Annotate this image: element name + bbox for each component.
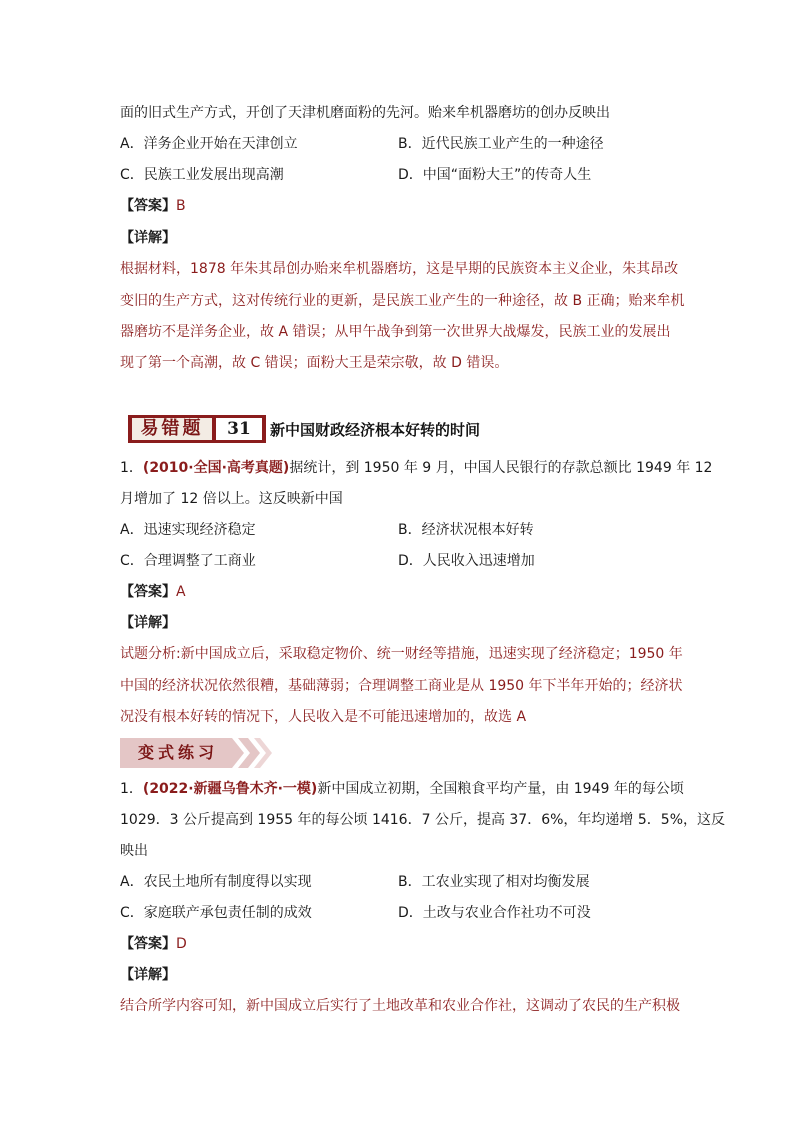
explanation-line: 根据材料，1878 年朱其昂创办贻来牟机器磨坊，这是早期的民族资本主义企业，朱其昂改	[120, 261, 679, 277]
explanation-line: 变旧的生产方式，这对传统行业的更新，是民族工业产生的一种途径，故 B 正确；贻来牟机	[120, 293, 685, 309]
question-source: (2022·新疆乌鲁木齐·一模)	[142, 781, 318, 797]
explanation-line: 试题分析:新中国成立后，采取稳定物价、统一财经等措施，迅速实现了经济稳定；1950 年	[120, 646, 683, 662]
explanation-line: 器磨坊不是洋务企业，故 A 错误；从甲午战争到第一次世界大战爆发，民族工业的发展出	[120, 324, 671, 340]
option-b: B．近代民族工业产生的一种途径	[398, 136, 604, 152]
question-stem-line2: 1029．3 公斤提高到 1955 年的每公顷 1416．7 公斤，提高 37．6%，年均递增 5．5%，这反	[120, 812, 725, 828]
practice-banner	[120, 738, 272, 768]
answer-label: 【答案】	[120, 584, 176, 600]
answer-value: B	[176, 198, 186, 214]
question-number: 1．	[120, 460, 143, 476]
question-stem-line3: 映出	[120, 843, 148, 859]
question-stem	[120, 458, 713, 478]
answer-row	[120, 582, 186, 602]
answer-value: D	[176, 936, 187, 952]
detail-label: 【详解】	[120, 230, 176, 246]
question-stem-tail: 面的旧式生产方式，开创了天津机磨面粉的先河。贻来牟机器磨坊的创办反映出	[120, 105, 610, 121]
question-stem-line2: 月增加了 12 倍以上。这反映新中国	[120, 491, 343, 507]
answer-value: A	[176, 584, 186, 600]
option-d: D．中国“面粉大王”的传奇人生	[398, 167, 592, 183]
question-number: 1．	[120, 781, 143, 797]
detail-label: 【详解】	[120, 615, 176, 631]
answer-label: 【答案】	[120, 936, 176, 952]
option-a: A．农民土地所有制度得以实现	[120, 874, 312, 890]
option-a: A．洋务企业开始在天津创立	[120, 136, 298, 152]
option-d: D．人民收入迅速增加	[398, 553, 535, 569]
explanation-line: 现了第一个高潮，故 C 错误；面粉大王是荣宗敬，故 D 错误。	[120, 355, 509, 371]
option-b: B．工农业实现了相对均衡发展	[398, 874, 590, 890]
explanation-line: 况没有根本好转的情况下，人民收入是不可能迅速增加的，故选 A	[120, 709, 527, 725]
banner-box	[128, 415, 266, 443]
option-b: B．经济状况根本好转	[398, 522, 534, 538]
question-stem	[120, 779, 684, 799]
question-text: 新中国成立初期，全国粮食平均产量，由 1949 年的每公顷	[317, 781, 684, 797]
banner-title: 新中国财政经济根本好转的时间	[270, 420, 481, 439]
practice-label: 变式练习	[137, 743, 218, 762]
answer-label: 【答案】	[120, 198, 176, 214]
option-a: A．迅速实现经济稳定	[120, 522, 256, 538]
answer-row	[120, 934, 187, 954]
question-text: 据统计，到 1950 年 9 月，中国人民银行的存款总额比 1949 年 12	[289, 460, 713, 476]
question-source: (2010·全国·高考真题)	[142, 460, 290, 476]
option-c: C．家庭联产承包责任制的成效	[120, 905, 312, 921]
banner-label: 易错题	[132, 418, 212, 440]
explanation-line: 结合所学内容可知，新中国成立后实行了土地改革和农业合作社，这调动了农民的生产积极	[120, 998, 680, 1014]
banner-number: 31	[216, 418, 262, 440]
topic-banner	[128, 414, 480, 444]
option-c: C．民族工业发展出现高潮	[120, 167, 284, 183]
answer-row	[120, 196, 186, 216]
explanation-line: 中国的经济状况依然很糟，基础薄弱；合理调整工商业是从 1950 年下半年开始的；经济状	[120, 678, 683, 694]
option-c: C．合理调整了工商业	[120, 553, 256, 569]
option-d: D．土改与农业合作社功不可没	[398, 905, 591, 921]
detail-label: 【详解】	[120, 967, 176, 983]
